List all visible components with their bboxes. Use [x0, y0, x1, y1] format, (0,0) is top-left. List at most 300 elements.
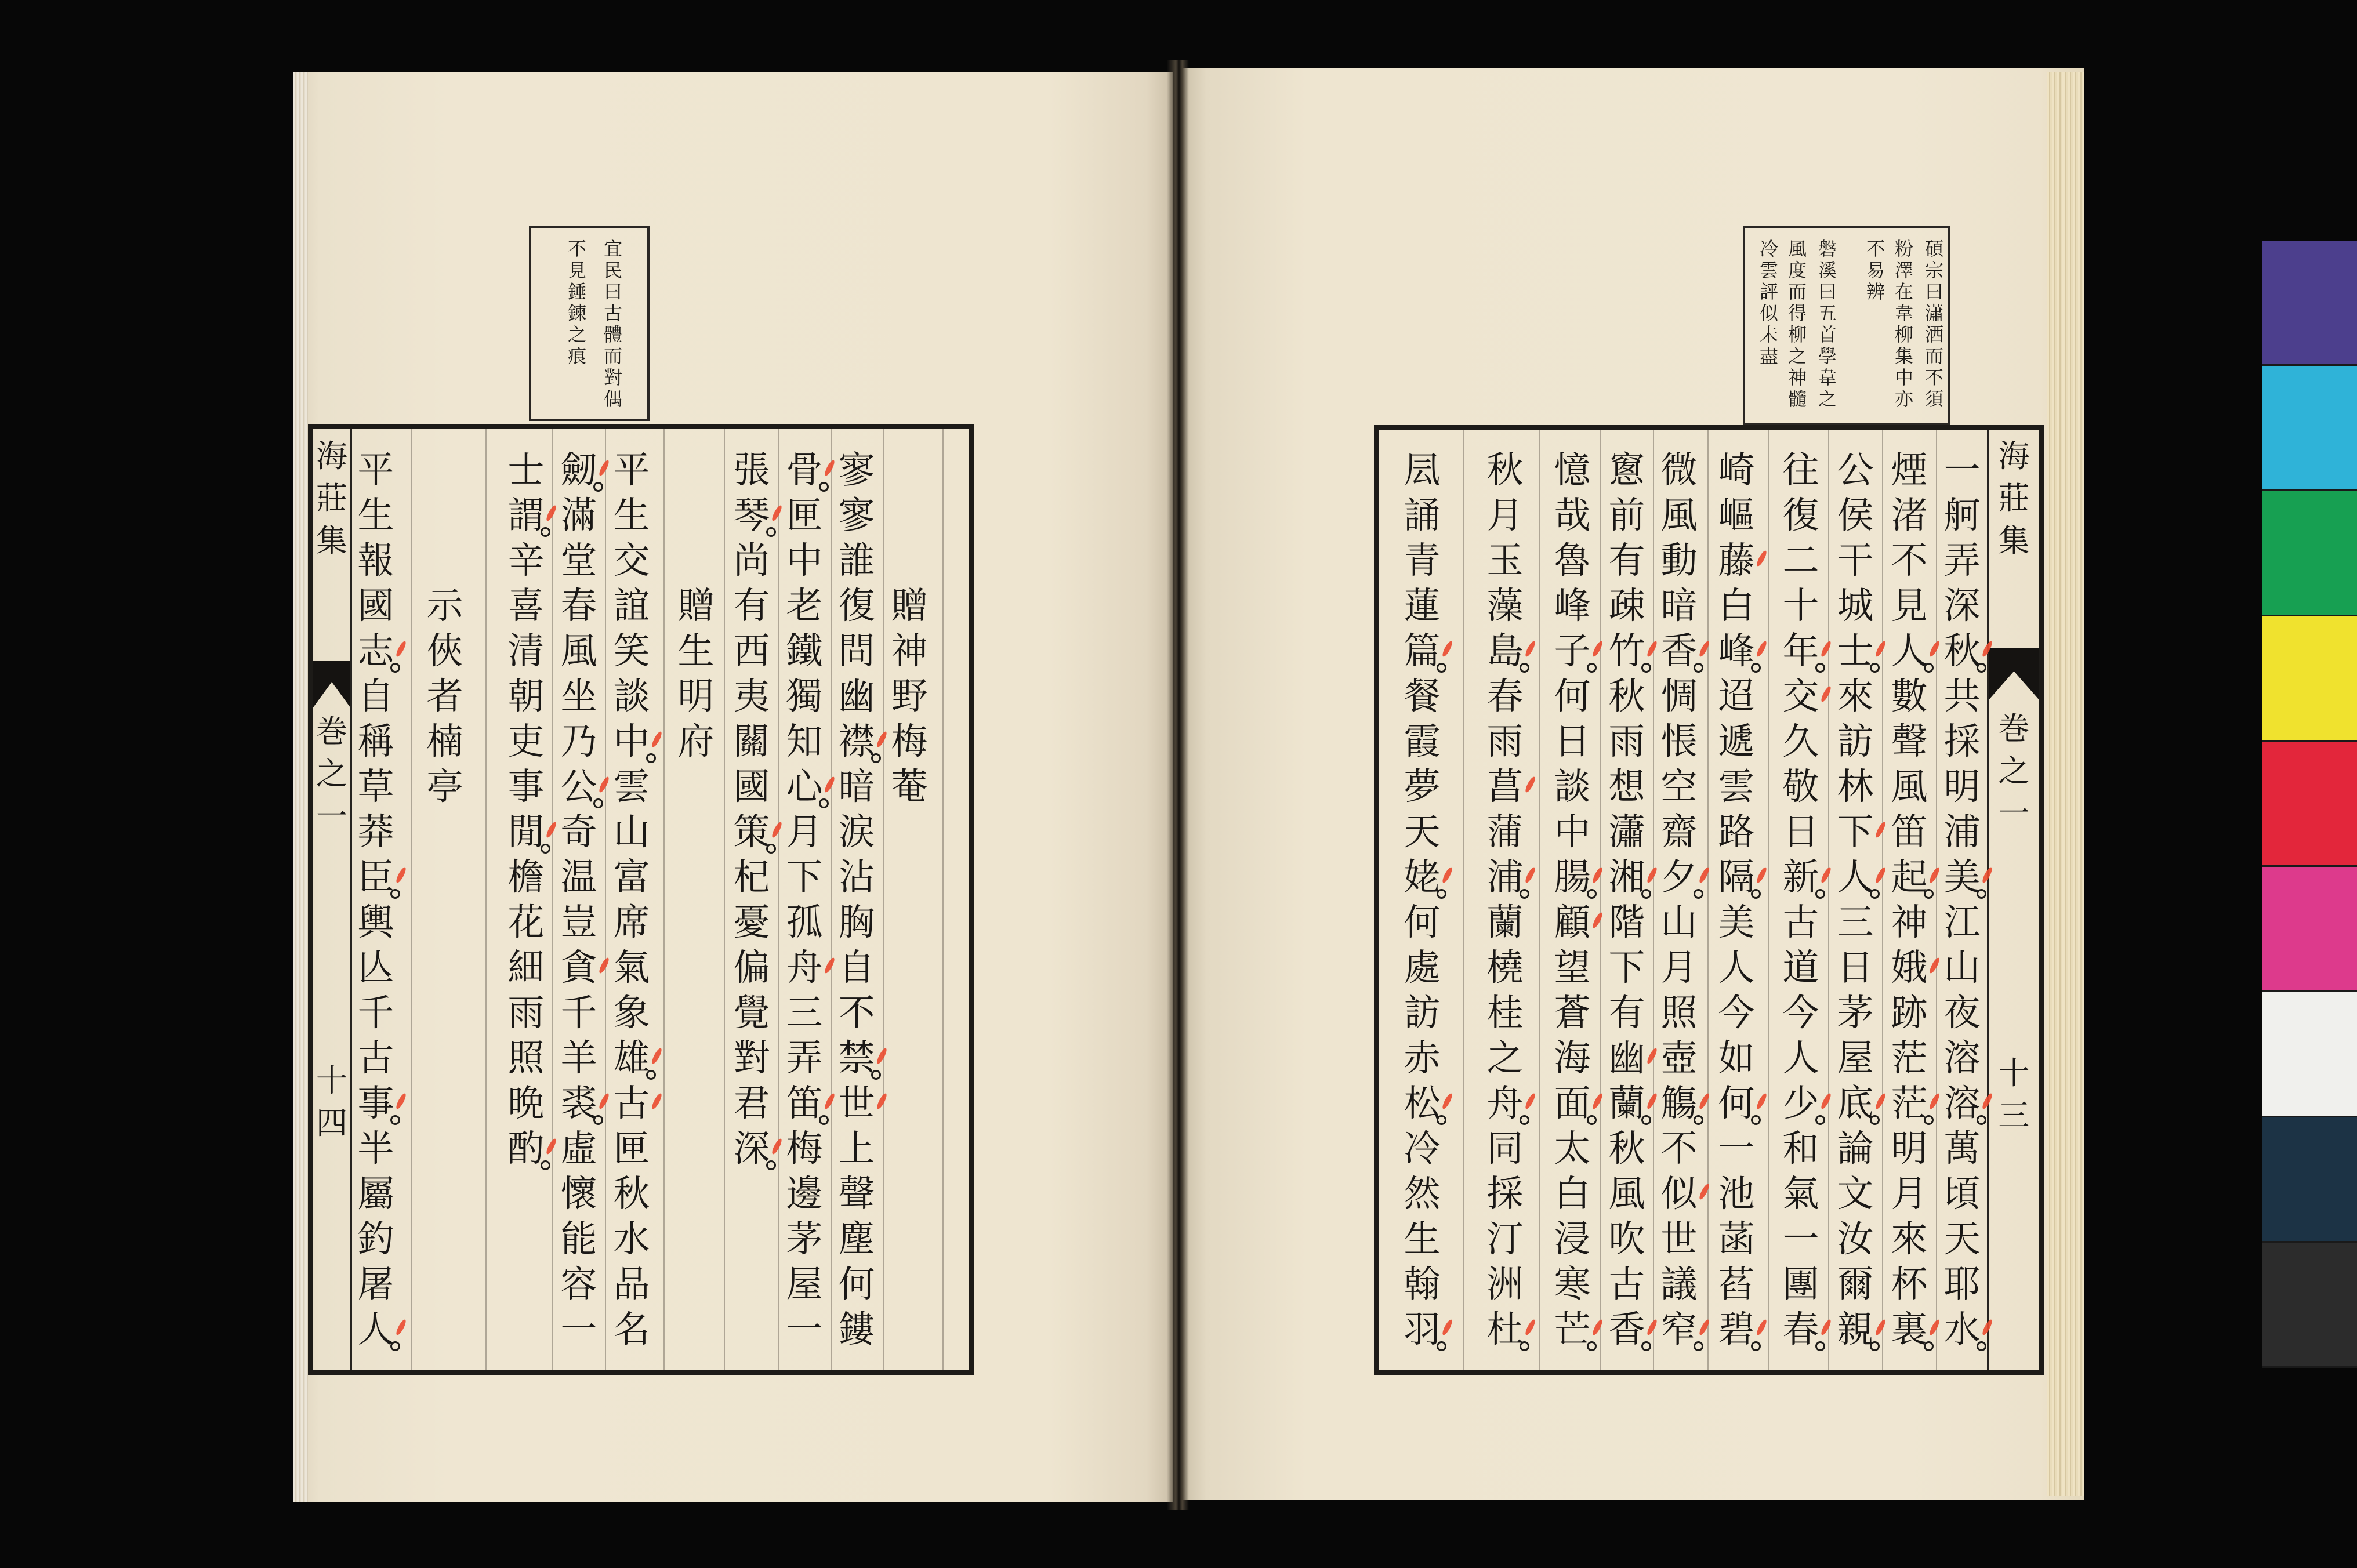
character: 起 [1884, 855, 1934, 900]
character: 天 [1943, 1218, 1981, 1260]
character: 羽 [1397, 1307, 1447, 1352]
poem-title [420, 583, 470, 810]
character: 容 [560, 1263, 597, 1305]
character: 林 [1837, 765, 1874, 808]
character: 嶇 [1718, 494, 1755, 536]
character: 耶 [1943, 1263, 1981, 1305]
character: 屠 [357, 1263, 394, 1305]
character: 採 [1943, 720, 1981, 763]
text-frame [1374, 425, 2044, 1375]
character: 篇 [1397, 629, 1447, 674]
character: 古 [603, 302, 622, 324]
character: 報 [357, 539, 394, 582]
character: 見 [1891, 585, 1928, 627]
character: 洲 [1486, 1263, 1524, 1305]
character: 誦 [1404, 494, 1441, 536]
character: 易 [1866, 259, 1885, 281]
character: 山 [613, 811, 650, 853]
fishtail-ornament [1989, 648, 2039, 700]
character: 娥 [1884, 945, 1934, 990]
headnote-column [600, 238, 626, 410]
character: 花 [507, 901, 545, 943]
character: 獨 [786, 675, 823, 717]
character: 半 [357, 1127, 394, 1170]
character: 江 [1943, 901, 1981, 943]
book-title [313, 435, 350, 562]
character: 堂 [560, 539, 597, 582]
character: 宜 [603, 238, 622, 260]
character: 似 [1654, 1171, 1704, 1217]
character: 動 [1660, 539, 1698, 582]
character: 塵 [838, 1218, 875, 1260]
column-rule [663, 429, 665, 1370]
character: 往 [1782, 449, 1819, 491]
character: 一 [1943, 449, 1981, 491]
character: 雲 [1718, 765, 1755, 808]
character: 疎 [1608, 585, 1645, 627]
character: 秋 [1608, 1127, 1645, 1170]
character: 憶 [1554, 449, 1591, 491]
character: 復 [1782, 494, 1819, 536]
character: 不 [1660, 1127, 1698, 1170]
character: 雄 [607, 1036, 657, 1081]
character: 隔 [1711, 855, 1761, 900]
character: 何 [1711, 1081, 1761, 1126]
character: 白 [1554, 1173, 1591, 1215]
character: 煙 [1891, 449, 1928, 491]
character: 得 [1787, 302, 1807, 324]
character: 君 [733, 1082, 770, 1124]
character: 一 [1718, 1127, 1755, 1170]
character: 宗 [1924, 259, 1943, 281]
character: 志 [351, 629, 401, 674]
character: 而 [603, 345, 622, 367]
character: 溶 [1943, 1037, 1981, 1079]
character: 誰 [838, 539, 875, 582]
character: 瀟 [1608, 811, 1645, 853]
character: 想 [1608, 765, 1645, 808]
character: 明 [677, 675, 715, 717]
character: 茫 [1884, 1081, 1934, 1126]
character: 策 [727, 810, 777, 855]
character: 春 [1486, 675, 1524, 717]
character: 幽 [1602, 1036, 1652, 1081]
character: 梅 [786, 1127, 823, 1170]
character: 峰 [1711, 629, 1761, 674]
volume-label [313, 710, 350, 837]
character: 溪 [1818, 259, 1837, 281]
text-column [1480, 448, 1530, 1352]
character: 一 [1998, 795, 2030, 832]
character: 洒 [1924, 324, 1943, 346]
character: 笛 [1891, 811, 1928, 853]
character: 集 [316, 522, 347, 559]
character: 一 [316, 798, 347, 834]
character: 山 [1660, 901, 1698, 943]
character: 士 [507, 449, 545, 491]
character: 千 [560, 992, 597, 1034]
character: 盡 [1759, 345, 1778, 367]
character: 一 [1782, 1218, 1819, 1260]
character: 下 [1608, 946, 1645, 989]
character: 迢 [1718, 675, 1755, 717]
character: 翰 [1404, 1263, 1441, 1305]
character: 五 [1818, 302, 1837, 324]
headnote-box [1743, 226, 1950, 425]
character: 杞 [733, 856, 770, 898]
character: 水 [1937, 1307, 1987, 1352]
character: 秋 [1486, 449, 1524, 491]
character: 亭 [426, 765, 463, 808]
character: 子 [1547, 629, 1597, 674]
character: 汀 [1486, 1218, 1524, 1260]
character: 名 [613, 1308, 650, 1351]
column-rule [1539, 430, 1540, 1370]
character: 敬 [1782, 765, 1819, 808]
character: 富 [613, 856, 650, 898]
character: 十 [1782, 585, 1819, 627]
character: 知 [786, 720, 823, 763]
character: 美 [1718, 901, 1755, 943]
character: 浦 [1943, 811, 1981, 853]
character: 腸 [1547, 855, 1597, 900]
character: 朝 [507, 675, 545, 717]
character: 蘭 [1486, 901, 1524, 943]
character: 明 [1943, 765, 1981, 808]
character: 裏 [1884, 1307, 1934, 1352]
column-rule [552, 429, 553, 1370]
character: 人 [1830, 855, 1880, 900]
character: 碩 [1924, 238, 1943, 260]
character: 世 [832, 1081, 882, 1126]
character: 乃 [560, 720, 597, 763]
character: 集 [1998, 522, 2030, 559]
volume-label [1989, 707, 2039, 834]
character: 笑 [613, 630, 650, 672]
color-patch [2262, 992, 2357, 1117]
character: 心 [779, 764, 829, 810]
character: 奇 [560, 811, 597, 853]
character: 偶 [603, 388, 622, 410]
character: 美 [1937, 855, 1987, 900]
character: 莊 [316, 480, 347, 517]
character: 生 [357, 494, 394, 536]
text-column [1884, 448, 1934, 1352]
character: 水 [613, 1218, 650, 1260]
character: 有 [1608, 992, 1645, 1034]
character: 梅 [891, 720, 928, 763]
character: 風 [1660, 494, 1698, 536]
character: 浸 [1554, 1218, 1591, 1260]
character: 雨 [507, 992, 545, 1034]
character: 張 [733, 449, 770, 491]
character: 三 [786, 992, 823, 1034]
character: 鐵 [786, 630, 823, 672]
character: 聲 [1891, 720, 1928, 763]
page-number [313, 1059, 350, 1144]
character: 邊 [786, 1173, 823, 1215]
character: 懷 [560, 1173, 597, 1215]
character: 杯 [1891, 1263, 1928, 1305]
character: 霞 [1404, 720, 1441, 763]
character: 雨 [1486, 720, 1524, 763]
character: 爾 [1837, 1263, 1874, 1305]
character: 風 [1787, 238, 1807, 260]
character: 有 [733, 585, 770, 627]
character: 贈 [891, 585, 928, 627]
column-rule [1600, 430, 1601, 1370]
character: 人 [351, 1307, 401, 1352]
character: 哉 [1554, 494, 1591, 536]
character: 關 [733, 720, 770, 763]
character: 何 [1404, 901, 1441, 943]
character: 問 [838, 630, 875, 672]
character: 曰 [1818, 281, 1837, 303]
character: 暗 [838, 765, 875, 808]
character: 面 [1547, 1081, 1597, 1126]
character: 生 [677, 630, 715, 672]
character: 魯 [1554, 539, 1591, 582]
character: 日 [1554, 720, 1591, 763]
character: 閒 [501, 810, 551, 855]
text-column [832, 448, 882, 1352]
character: 古 [1782, 901, 1819, 943]
column-rule [1463, 430, 1464, 1370]
character: 橈 [1486, 946, 1524, 989]
left-page [293, 72, 1173, 1502]
character: 吏 [507, 720, 545, 763]
character: 齋 [1660, 811, 1698, 853]
column-rule [485, 429, 487, 1370]
character: 輿 [357, 901, 394, 943]
character: 微 [1660, 449, 1698, 491]
character: 香 [1654, 629, 1704, 674]
character: 十 [1998, 1055, 2030, 1091]
character: 茅 [1837, 992, 1874, 1034]
character: 萬 [1943, 1127, 1981, 1170]
character: 暗 [1660, 585, 1698, 627]
column-rule [778, 429, 779, 1370]
character: 不 [1924, 366, 1943, 389]
character: 臣 [351, 855, 401, 900]
character: 年 [1776, 629, 1826, 674]
character: 亾 [357, 946, 394, 989]
character: 對 [603, 366, 622, 389]
character: 屋 [1837, 1037, 1874, 1079]
character: 溶 [1937, 1081, 1987, 1126]
character: 三 [1837, 901, 1874, 943]
character: 窄 [1654, 1307, 1704, 1352]
fold-column [1987, 430, 2039, 1370]
character: 喜 [507, 585, 545, 627]
character: 之 [1486, 1037, 1524, 1079]
character: 菴 [891, 765, 928, 808]
column-rule [883, 429, 884, 1370]
character: 曰 [603, 281, 622, 303]
character: 秋 [613, 1173, 650, 1215]
column-rule [411, 429, 412, 1370]
column-rule [724, 429, 725, 1370]
headnote-column [1891, 238, 1917, 410]
character: 風 [1891, 765, 1928, 808]
character: 壺 [1660, 1037, 1698, 1079]
character: 玉 [1486, 539, 1524, 582]
color-patch [2262, 366, 2357, 491]
character: 楠 [426, 720, 463, 763]
character: 舟 [779, 945, 829, 990]
character: 訪 [1837, 720, 1874, 763]
character: 底 [1830, 1081, 1880, 1126]
character: 雲 [613, 765, 650, 808]
character: 日 [1782, 811, 1819, 853]
character: 骨 [779, 448, 829, 493]
character: 交 [613, 539, 650, 582]
character: 然 [1404, 1173, 1441, 1215]
character: 夢 [1404, 765, 1441, 808]
character: 有 [1608, 539, 1645, 582]
color-patch [2262, 241, 2357, 366]
text-frame [308, 424, 974, 1375]
character: 神 [1891, 901, 1928, 943]
character: 聲 [838, 1173, 875, 1215]
text-column [1397, 448, 1447, 1352]
character: 共 [1943, 675, 1981, 717]
character: 數 [1891, 675, 1928, 717]
character: 澤 [1894, 259, 1913, 281]
character: 來 [1891, 1218, 1928, 1260]
character: 事 [507, 765, 545, 808]
column-rule [1768, 430, 1769, 1370]
headnote-column [1784, 238, 1811, 410]
character: 錘 [567, 281, 586, 303]
character: 久 [1782, 720, 1819, 763]
character: 品 [613, 1263, 650, 1305]
color-checker [2262, 241, 2357, 1368]
character: 菡 [1718, 1218, 1755, 1260]
headnote-column [1921, 238, 1948, 410]
character: 釣 [357, 1218, 394, 1260]
character: 萏 [1718, 1263, 1755, 1305]
character: 韋 [1894, 302, 1913, 324]
character: 顧 [1547, 900, 1597, 945]
character: 蒼 [1554, 992, 1591, 1034]
column-rule [1707, 430, 1709, 1370]
character: 琴 [727, 493, 777, 538]
character: 似 [1759, 302, 1778, 324]
character: 公 [554, 764, 604, 810]
character: 照 [1660, 992, 1698, 1034]
character: 雨 [1608, 720, 1645, 763]
character: 桂 [1486, 992, 1524, 1034]
character: 春 [560, 585, 597, 627]
character: 四 [316, 1105, 347, 1141]
character: 芒 [1547, 1307, 1597, 1352]
character: 沾 [838, 856, 875, 898]
character: 襟 [832, 719, 882, 764]
character: 風 [1608, 1173, 1645, 1215]
character: 少 [1776, 1081, 1826, 1126]
character: 之 [1787, 345, 1807, 367]
character: 人 [1782, 1037, 1819, 1079]
character: 屬 [357, 1173, 394, 1215]
character: 檐 [507, 856, 545, 898]
character: 胸 [838, 901, 875, 943]
character: 一 [786, 1308, 823, 1351]
character: 道 [1782, 946, 1819, 989]
character: 何 [1554, 675, 1591, 717]
character: 弄 [1943, 539, 1981, 582]
character: 蓮 [1404, 585, 1441, 627]
character: 示 [426, 585, 463, 627]
character: 海 [1554, 1037, 1591, 1079]
character: 秋 [1608, 675, 1645, 717]
text-column [554, 448, 604, 1352]
character: 惆 [1660, 675, 1698, 717]
character: 能 [560, 1218, 597, 1260]
character: 空 [1660, 765, 1698, 808]
text-column [351, 448, 401, 1352]
character: 民 [603, 259, 622, 281]
text-column [1937, 448, 1987, 1352]
character: 温 [560, 856, 597, 898]
character: 冷 [1759, 238, 1778, 260]
character: 士 [1830, 629, 1880, 674]
character: 和 [1782, 1127, 1819, 1170]
character: 象 [613, 992, 650, 1034]
character: 湘 [1602, 855, 1652, 900]
character: 階 [1608, 901, 1645, 943]
character: 細 [507, 946, 545, 989]
character: 偏 [733, 946, 770, 989]
character: 羊 [560, 1037, 597, 1079]
character: 吹 [1608, 1218, 1645, 1260]
character: 日 [1837, 946, 1874, 989]
character: 崎 [1718, 449, 1755, 491]
character: 磐 [1818, 238, 1837, 260]
character: 竹 [1602, 629, 1652, 674]
text-column [1711, 448, 1761, 1352]
character: 明 [1891, 1127, 1928, 1170]
character: 莽 [357, 811, 394, 853]
character: 舟 [1480, 1081, 1530, 1126]
character: 在 [1894, 281, 1913, 303]
color-patch [2262, 867, 2357, 992]
character: 平 [613, 449, 650, 491]
character: 者 [426, 675, 463, 717]
character: 之 [1818, 388, 1837, 410]
character: 之 [316, 756, 347, 792]
character: 粉 [1894, 238, 1913, 260]
character: 古 [357, 1037, 394, 1079]
character: 酌 [501, 1126, 551, 1171]
character: 親 [1830, 1307, 1880, 1352]
column-rule [605, 429, 606, 1370]
character: 訪 [1404, 992, 1441, 1034]
character: 月 [1660, 946, 1698, 989]
character: 國 [357, 585, 394, 627]
character: 團 [1782, 1263, 1819, 1305]
character: 海 [1998, 438, 2030, 474]
character: 如 [1718, 1037, 1755, 1079]
character: 藤 [1711, 538, 1761, 583]
character: 路 [1718, 811, 1755, 853]
character: 二 [1782, 539, 1819, 582]
page-number [1989, 1052, 2039, 1137]
text-column [1654, 448, 1704, 1352]
character: 冷 [1404, 1127, 1441, 1170]
right-page [1180, 68, 2084, 1500]
character: 干 [1837, 539, 1874, 582]
